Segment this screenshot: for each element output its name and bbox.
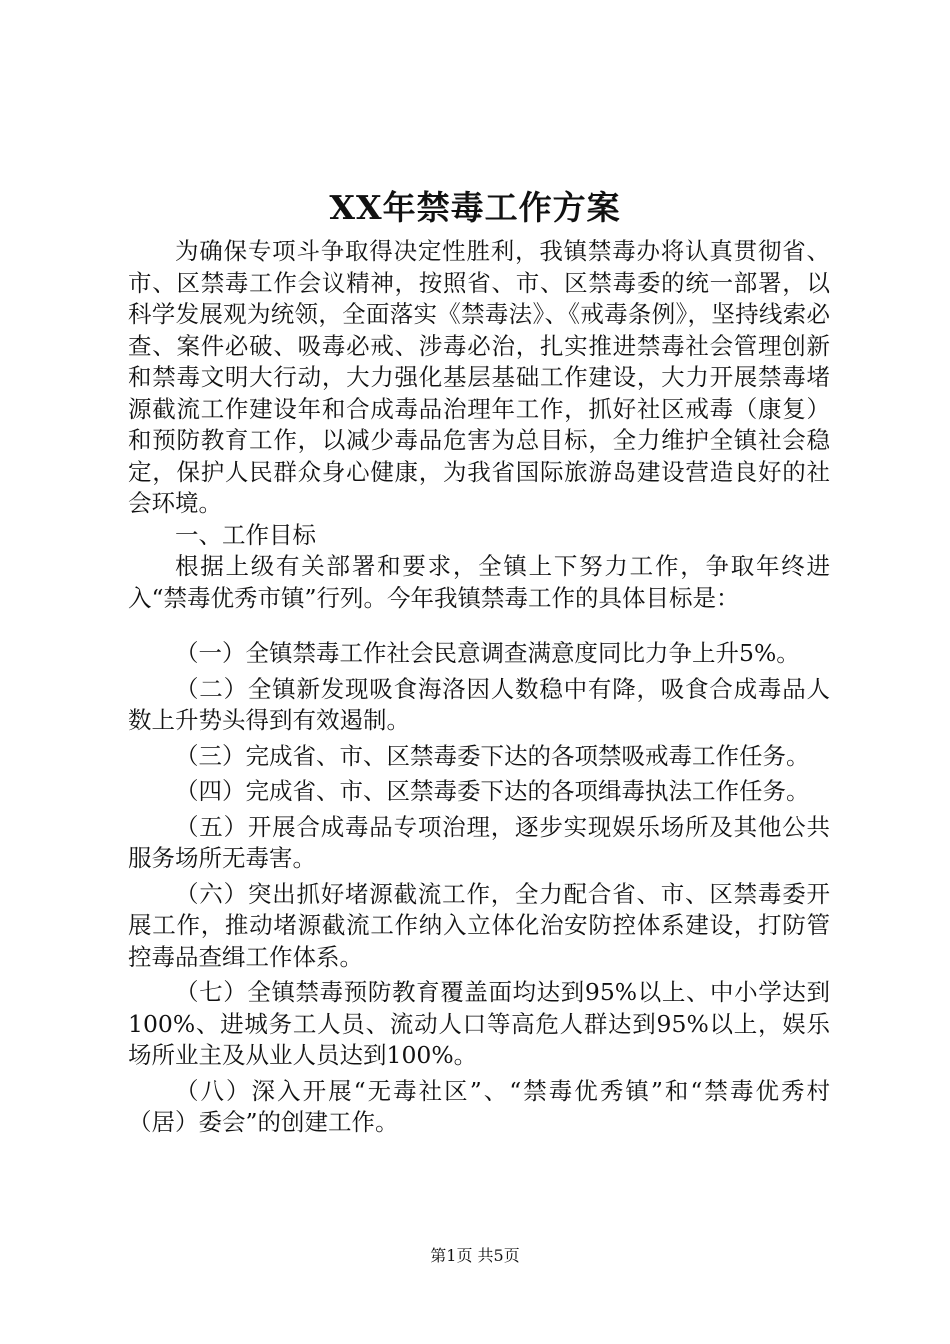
- goal-item-7: （七）全镇禁毒预防教育覆盖面均达到95%以上、中小学达到100%、进城务工人员、流动人口等高危人群达到95%以上，娱乐场所业主及从业人员达到100%。: [128, 978, 830, 1069]
- document-title: XX年禁毒工作方案: [329, 188, 621, 227]
- goal-item-2: （二）全镇新发现吸食海洛因人数稳中有降，吸食合成毒品人数上升势头得到有效遏制。: [128, 674, 830, 734]
- goal-item-4: （四）完成省、市、区禁毒委下达的各项缉毒执法工作任务。: [175, 777, 810, 805]
- goal-item-6: （六）突出抓好堵源截流工作，全力配合省、市、区禁毒委开展工作，推动堵源截流工作纳入立体化治安防控体系建设，打防管控毒品查缉工作体系。: [128, 879, 830, 971]
- intro-paragraph: 为确保专项斗争取得决定性胜利，我镇禁毒办将认真贯彻省、市、区禁毒工作会议精神，按照省、市、区禁毒委的统一部署，以科学发展观为统领，全面落实《禁毒法》、《戒毒条例》，坚持线索必查、案件必破、吸毒必戒、涉毒必治，扎实推进禁毒社会管理创新和禁毒文明大行动，大力强化基层基础工作建设，大力开展禁毒堵源截流工作建设年和合成毒品治理年工作，抓好社区戒毒（康复）和预防教育工作，以减少毒品危害为总目标，全力维护全镇社会稳定，保护人民群众身心健康，为我省国际旅游岛建设营造良好的社会环境。: [128, 237, 830, 517]
- goal-item-1: （一）全镇禁毒工作社会民意调查满意度同比力争上升5%。: [175, 639, 800, 667]
- goal-item-5: （五）开展合成毒品专项治理，逐步实现娱乐场所及其他公共服务场所无毒害。: [128, 812, 830, 872]
- page-number-footer: 第1页 共5页: [430, 1246, 520, 1265]
- goals-intro-paragraph: 根据上级有关部署和要求，全镇上下努力工作，争取年终进入“禁毒优秀市镇”行列。今年我镇禁毒工作的具体目标是：: [128, 552, 830, 612]
- goal-item-3: （三）完成省、市、区禁毒委下达的各项禁吸戒毒工作任务。: [175, 741, 810, 770]
- document-body: [128, 236, 830, 1139]
- goal-item-8: （八）深入开展“无毒社区”、“禁毒优秀镇”和“禁毒优秀村（居）委会”的创建工作。: [128, 1076, 830, 1136]
- section-heading: 一、工作目标: [175, 520, 316, 549]
